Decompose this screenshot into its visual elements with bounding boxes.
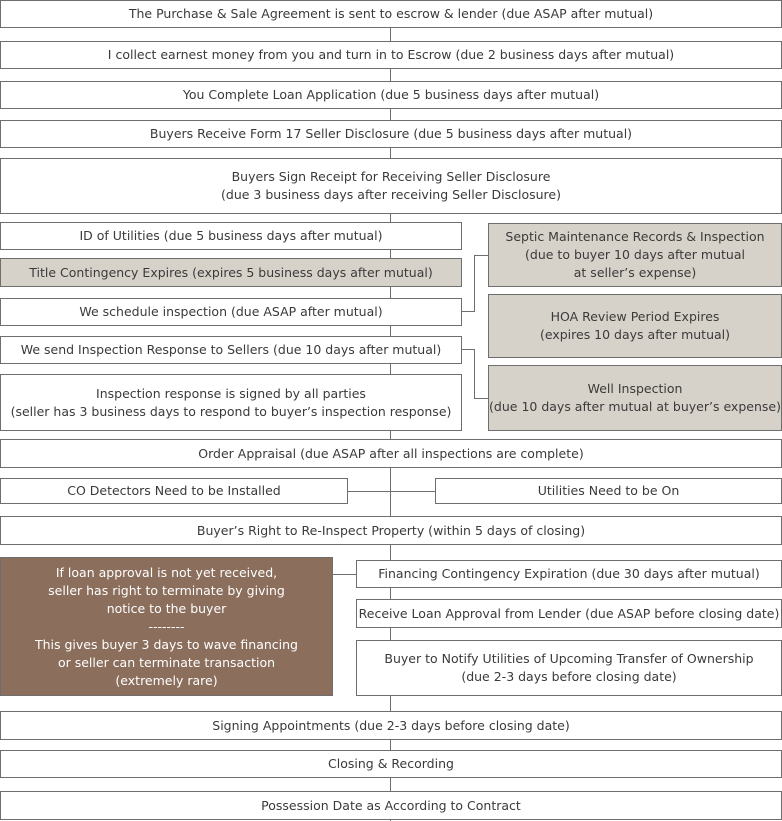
- step-notify-line2: (due 2-3 days before closing date): [461, 669, 677, 684]
- step-septic-inspection: [488, 223, 782, 287]
- step-inspection-response: [0, 336, 462, 364]
- step-schedule-inspection: [0, 298, 462, 326]
- note-line4: --------: [148, 618, 185, 634]
- connector-note-financing: [332, 574, 356, 575]
- step-order-appraisal-text: Order Appraisal (due ASAP after all inspections are complete): [198, 445, 584, 461]
- connector-inspection-to-side: [461, 311, 474, 312]
- step-re-inspect: [0, 516, 782, 545]
- step-sign-receipt-line2: (due 3 business days after receiving Seller Disclosure): [221, 187, 561, 202]
- step-order-appraisal: [0, 439, 782, 468]
- step-possession-text: Possession Date as According to Contract: [261, 797, 521, 813]
- step-notify-line1: Buyer to Notify Utilities of Upcoming Transfer of Ownership: [384, 651, 754, 666]
- step-utilities-on-text: Utilities Need to be On: [537, 483, 680, 498]
- step-title-contingency-text: Title Contingency Expires (expires 5 business days after mutual): [29, 264, 433, 280]
- step-loan-approval-text: Receive Loan Approval from Lender (due ASAP before closing date): [358, 605, 780, 621]
- step-co-detectors: [0, 478, 348, 504]
- step-hoa-line1: HOA Review Period Expires: [550, 309, 720, 324]
- loan-approval-note: [0, 557, 333, 696]
- step-utilities-on: [435, 478, 782, 504]
- connector-co-utilities: [347, 491, 435, 492]
- step-signing-text: Signing Appointments (due 2-3 days before closing date): [212, 717, 570, 733]
- connector-side-upper-vertical: [474, 255, 475, 312]
- step-seller-disclosure-text: Buyers Receive Form 17 Seller Disclosure (due 5 business days after mutual): [149, 126, 633, 141]
- step-closing-recording: [0, 750, 782, 778]
- step-closing-text: Closing & Recording: [328, 756, 454, 771]
- step-agreement-sent-text: The Purchase & Sale Agreement is sent to escrow & lender (due ASAP after mutual): [128, 6, 654, 21]
- note-line7: (extremely rare): [115, 672, 218, 688]
- step-co-detectors-text: CO Detectors Need to be Installed: [67, 483, 281, 498]
- step-hoa-review: [488, 294, 782, 358]
- step-re-inspect-text: Buyer’s Right to Re-Inspect Property (within 5 days of closing): [196, 522, 586, 538]
- step-loan-application-text: You Complete Loan Application (due 5 business days after mutual): [182, 87, 600, 102]
- step-possession-date: [0, 791, 782, 820]
- step-well-line2: (due 10 days after mutual at buyer’s expense): [489, 399, 781, 414]
- step-schedule-inspection-text: We schedule inspection (due ASAP after mutual): [79, 304, 383, 319]
- step-seller-disclosure: [0, 120, 782, 148]
- step-response-signed-line1: Inspection response is signed by all parties: [96, 385, 366, 401]
- step-loan-application: [0, 81, 782, 109]
- connector-to-well: [474, 398, 488, 399]
- connector-side-lower-vertical: [474, 349, 475, 399]
- step-financing-text: Financing Contingency Expiration (due 30 days after mutual): [378, 566, 760, 581]
- note-line6: or seller can terminate transaction: [57, 654, 276, 670]
- step-septic-line3: at seller’s expense): [573, 265, 697, 280]
- step-earnest-money: [0, 41, 782, 69]
- step-id-utilities: [0, 222, 462, 250]
- step-title-contingency: [0, 258, 462, 287]
- note-line1: If loan approval is not yet received,: [55, 564, 278, 580]
- step-agreement-sent: [0, 0, 782, 28]
- step-id-utilities-text: ID of Utilities (due 5 business days after mutual): [79, 228, 383, 243]
- step-inspection-response-text: We send Inspection Response to Sellers (due 10 days after mutual): [20, 342, 442, 357]
- step-signing-appointments: [0, 711, 782, 740]
- connector-response-to-side: [461, 349, 474, 350]
- step-sign-receipt-line1: Buyers Sign Receipt for Receiving Seller Disclosure: [231, 169, 551, 184]
- note-line3: notice to the buyer: [106, 600, 227, 616]
- note-line2: seller has right to terminate by giving: [48, 582, 285, 598]
- step-notify-utilities: [356, 640, 782, 696]
- step-well-inspection: [488, 365, 782, 431]
- step-sign-receipt: [0, 158, 782, 214]
- step-response-signed: [0, 374, 462, 431]
- step-earnest-money-text: I collect earnest money from you and turn in to Escrow (due 2 business days after mutual): [107, 47, 675, 62]
- step-response-signed-line2: (seller has 3 business days to respond to buyer’s inspection response): [10, 403, 452, 419]
- note-line5: This gives buyer 3 days to wave financing: [34, 636, 298, 652]
- connector-to-septic: [474, 255, 488, 256]
- step-loan-approval: [356, 599, 782, 628]
- step-hoa-line2: (expires 10 days after mutual): [539, 327, 731, 342]
- step-well-line1: Well Inspection: [587, 381, 683, 396]
- step-septic-line1: Septic Maintenance Records & Inspection: [505, 229, 765, 244]
- step-septic-line2: (due to buyer 10 days after mutual: [525, 247, 745, 262]
- step-financing-contingency: [356, 560, 782, 588]
